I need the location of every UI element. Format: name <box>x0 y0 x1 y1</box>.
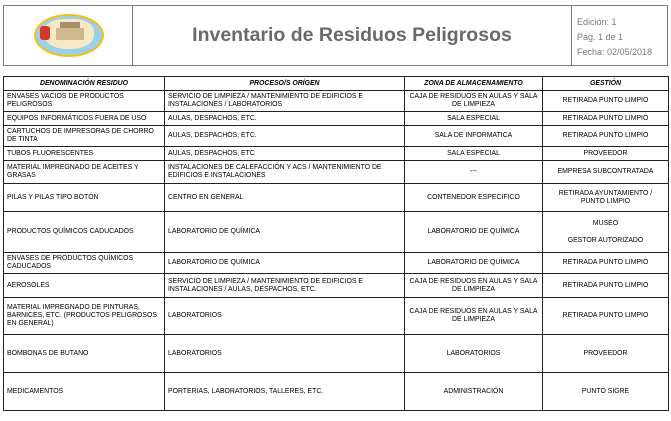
cell-zona: LABORATORIO DE QUÍMICA <box>405 212 543 253</box>
cell-gestion: RETIRADA PUNTO LIMPIO <box>543 91 669 112</box>
cell-proceso: SERVICIO DE LIMPIEZA / MANTENIMIENTO DE EDIFICIOS E INSTALACIONES / AULAS, DESPACHOS, ETC. <box>165 274 405 298</box>
table-row <box>4 91 669 112</box>
cell-zona: LABORATORIOS <box>405 335 543 373</box>
cell-denominacion: PILAS Y PILAS TIPO BOTÓN <box>4 184 165 212</box>
cell-denominacion: PRODUCTOS QUÍMICOS CADUCADOS <box>4 212 165 253</box>
page-title: Inventario de Residuos Peligrosos <box>133 6 572 65</box>
cell-gestion: RETIRADA PUNTO LIMPIO <box>543 126 669 147</box>
cell-proceso: LABORATORIO DE QUÍMICA <box>165 212 405 253</box>
cell-zona: SALA ESPECIAL <box>405 112 543 126</box>
cell-gestion: RETIRADA PUNTO LIMPIO <box>543 298 669 335</box>
cell-gestion: PROVEEDOR <box>543 335 669 373</box>
cell-zona: SALA DE INFORMATICA <box>405 126 543 147</box>
cell-proceso: AULAS, DESPACHOS, ETC <box>165 147 405 161</box>
table-row <box>4 112 669 126</box>
cell-proceso: SERVICIO DE LIMPIEZA / MANTENIMIENTO DE EDIFICIOS E INSTALACIONES / LABORATORIOS <box>165 91 405 112</box>
table-row <box>4 253 669 274</box>
cell-zona: CONTENEDOR ESPECIFICO <box>405 184 543 212</box>
cell-proceso: LABORATORIOS <box>165 335 405 373</box>
table-row <box>4 184 669 212</box>
cell-zona: ADMINISTRACIÓN <box>405 373 543 411</box>
cell-zona: CAJA DE RESIDUOS EN AULAS Y SALA DE LIMPIEZA <box>405 274 543 298</box>
cell-denominacion: EQUIPOS INFORMÁTICOS FUERA DE USO <box>4 112 165 126</box>
column-header: DENOMINACIÓN RESIDUO <box>4 77 165 91</box>
cell-gestion <box>543 212 669 253</box>
cell-denominacion: BOMBONAS DE BUTANO <box>4 335 165 373</box>
cell-denominacion: ENVASES DE PRODUCTOS QUÍMICOS CADUCADOS <box>4 253 165 274</box>
cell-gestion: RETIRADA PUNTO LIMPIO <box>543 112 669 126</box>
cell-gestion: RETIRADA PUNTO LIMPIO <box>543 274 669 298</box>
cell-proceso: AULAS, DESPACHOS, ETC. <box>165 112 405 126</box>
cell-proceso: PORTERIAS, LABORATORIOS, TALLERES, ETC. <box>165 373 405 411</box>
cell-proceso: INSTALACIONES DE CALEFACCIÓN Y ACS / MANTENIMIENTO DE EDIFICIOS E INSTALACIONES <box>165 161 405 184</box>
cell-denominacion: CARTUCHOS DE IMPRESORAS DE CHORRO DE TINTA <box>4 126 165 147</box>
cell-proceso: AULAS, DESPACHOS, ETC. <box>165 126 405 147</box>
cell-denominacion: TUBOS FLUORESCENTES <box>4 147 165 161</box>
document-header <box>3 5 668 66</box>
cell-gestion: RETIRADA PUNTO LIMPIO <box>543 253 669 274</box>
cell-zona: --- <box>405 161 543 184</box>
page-count-label: Pág. 1 de 1 <box>577 32 624 42</box>
column-header: GESTIÓN <box>543 77 669 91</box>
table-row <box>4 373 669 411</box>
cell-denominacion: MATERIAL IMPREGNADO DE ACEITES Y GRASAS <box>4 161 165 184</box>
date-label: Fecha: 02/05/2018 <box>577 47 653 57</box>
cell-denominacion: MEDICAMENTOS <box>4 373 165 411</box>
table-header-row <box>4 77 669 91</box>
cell-proceso: LABORATORIOS <box>165 298 405 335</box>
cell-proceso: LABORATORIO DE QUÍMICA <box>165 253 405 274</box>
cell-proceso: CENTRO EN GENERAL <box>165 184 405 212</box>
cell-zona: CAJA DE RESIDUOS EN AULAS Y SALA DE LIMPIEZA <box>405 298 543 335</box>
cell-gestion: EMPRESA SUBCONTRATADA <box>543 161 669 184</box>
school-logo <box>4 6 133 65</box>
cell-denominacion: MATERIAL IMPREGNADO DE PINTURAS, BARNICES, ETC. (PRODUCTOS PELIGROSOS EN GENERAL) <box>4 298 165 335</box>
edition-label: Edición: 1 <box>577 17 617 27</box>
table-row <box>4 126 669 147</box>
column-header: PROCESO/S ORÍGEN <box>165 77 405 91</box>
table-row <box>4 274 669 298</box>
table-row <box>4 147 669 161</box>
cell-denominacion: ENVASES VACIOS DE PRODUCTOS PELIGROSOS <box>4 91 165 112</box>
table-row <box>4 161 669 184</box>
document-meta <box>572 6 667 65</box>
column-header: ZONA DE ALMACENAMIENTO <box>405 77 543 91</box>
table-row <box>4 212 669 253</box>
cell-gestion: RETIRADA AYUNTAMIENTO / PUNTO LIMPIO <box>543 184 669 212</box>
cell-gestion: PUNTO SIGRE <box>543 373 669 411</box>
cell-denominacion: AEROSOLES <box>4 274 165 298</box>
cell-zona: LABORATORIO DE QUÍMICA <box>405 253 543 274</box>
table-row <box>4 335 669 373</box>
cell-zona: SALA ESPECIAL <box>405 147 543 161</box>
table-row <box>4 298 669 335</box>
gestion-option: MUSEO <box>592 219 619 227</box>
gestion-option: GESTOR AUTORIZADO <box>567 236 644 244</box>
cell-zona: CAJA DE RESIDUOS EN AULAS Y SALA DE LIMPIEZA <box>405 91 543 112</box>
waste-inventory-table <box>3 76 669 411</box>
cell-gestion: PROVEEDOR <box>543 147 669 161</box>
